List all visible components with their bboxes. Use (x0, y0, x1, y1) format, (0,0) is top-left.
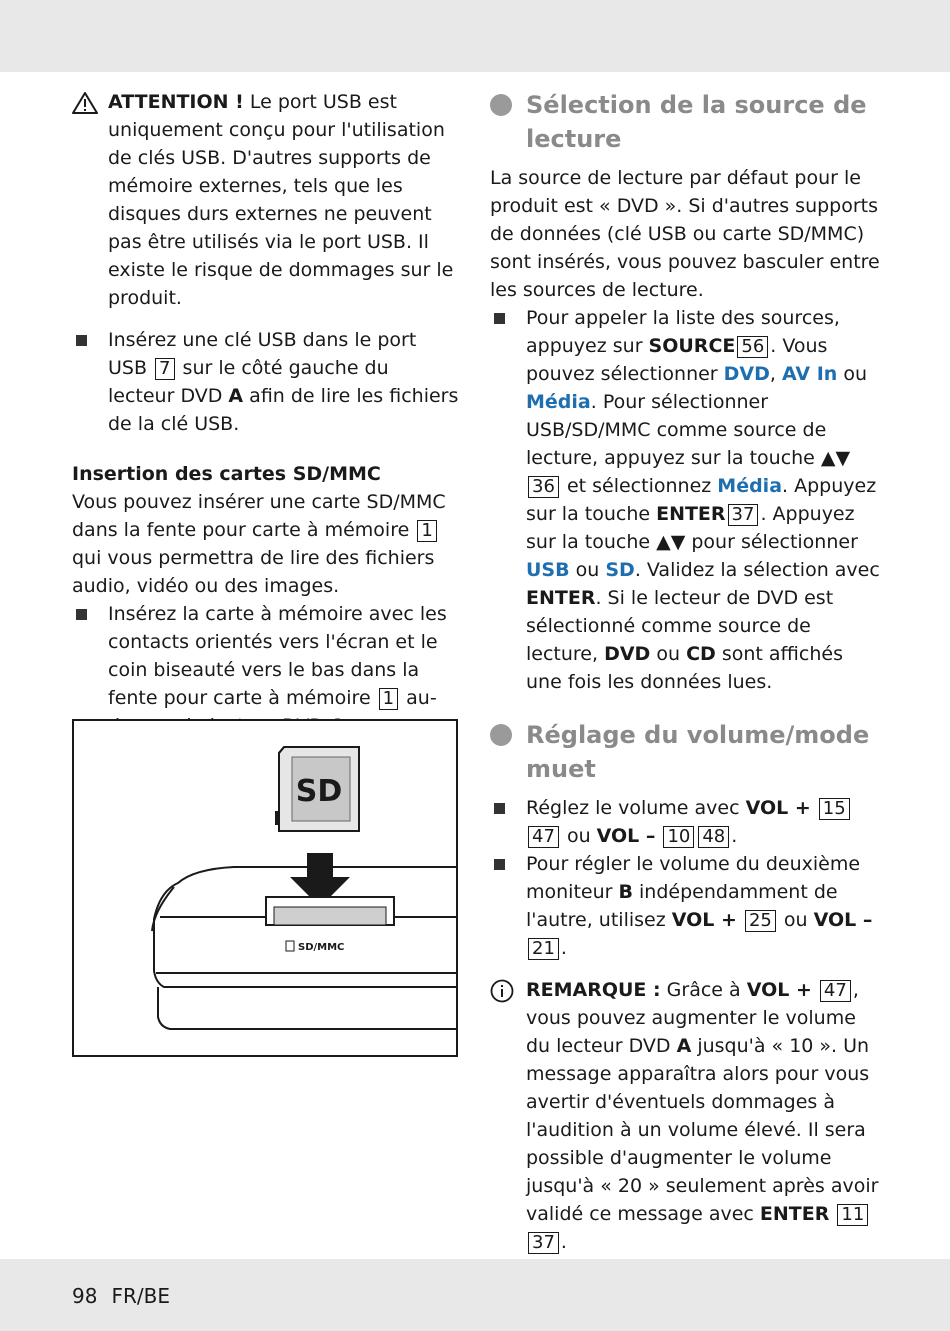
sd-heading: Insertion des cartes SD/MMC (72, 463, 381, 485)
section-bullet-icon (490, 94, 512, 116)
text: . (560, 1231, 567, 1253)
text: . Vous pouvez sélectionner (526, 335, 828, 385)
sd-paragraph (72, 488, 460, 600)
volume-title: Réglage du volume/mode muet (526, 721, 870, 783)
key-enter: ENTER (526, 587, 596, 609)
device-letter: B (618, 881, 633, 903)
left-column (72, 88, 460, 740)
bullet-square-icon (494, 313, 505, 324)
text: . Appuyez sur la touche (526, 503, 855, 553)
attention-label: ATTENTION ! (108, 91, 244, 113)
text: . (731, 825, 738, 847)
remarque-block (490, 976, 882, 1256)
text: ou (837, 363, 868, 385)
option-av-in: AV In (782, 363, 838, 385)
page-number: 98 (72, 1284, 98, 1308)
source-bullet (490, 304, 882, 696)
key-source: SOURCE (648, 335, 736, 357)
up-down-arrows-icon: ▲▼ (820, 447, 851, 469)
info-icon (490, 979, 514, 1003)
slot-label-text: SD/MMC (298, 942, 345, 953)
text: ou (569, 559, 606, 581)
key-vol-plus: VOL + (745, 797, 811, 819)
text: . Validez la sélection avec (634, 559, 880, 581)
ref-box: 37 (728, 504, 759, 526)
option-media: Média (526, 391, 591, 413)
key-vol-plus: VOL + (746, 979, 812, 1001)
text: . Appuyez sur la touche (526, 475, 877, 525)
ref-box: 36 (528, 476, 559, 498)
ref-box: 47 (820, 980, 851, 1002)
attention-block (72, 88, 460, 312)
label-cd: CD (686, 643, 716, 665)
text: sont affichés une fois les données lues. (526, 643, 843, 693)
ref-box: 1 (379, 688, 398, 710)
source-paragraph: La source de lecture par défaut pour le produit est « DVD ». Si d'autres supports de données (clé USB ou carte SD/MMC) sont insérés, vous pouvez basculer entre les sources de lecture. (490, 167, 880, 301)
option-sd: SD (605, 559, 635, 581)
text: Pour appeler la liste des sources, appuyez sur (526, 307, 840, 357)
ref-box: 15 (819, 798, 850, 820)
ref-box: 21 (528, 938, 559, 960)
source-section-heading (490, 88, 882, 156)
ref-box: 25 (745, 910, 776, 932)
source-title: Sélection de la source de lecture (526, 91, 867, 153)
option-usb: USB (526, 559, 570, 581)
bullet-square-icon (76, 609, 87, 620)
usb-bullet-text: afin de lire les fichiers de la clé USB. (108, 385, 459, 435)
bullet-square-icon (76, 335, 87, 346)
text: jusqu'à « 10 ». Un message apparaîtra alors pour vous avertir d'éventuels dommages à l'audition à un volume élevé. Il sera possible d'augmenter le volume jusqu'à « 20 » seulement après avoir validé ce message avec (526, 1035, 879, 1225)
ref-box: 47 (528, 826, 559, 848)
sd-card-label: SD (295, 774, 343, 809)
label-dvd: DVD (604, 643, 651, 665)
key-vol-plus: VOL + (671, 909, 737, 931)
section-bullet-icon (490, 724, 512, 746)
key-vol-minus: VOL – (813, 909, 873, 931)
device-letter: A (228, 385, 244, 407)
sd-para-text: Vous pouvez insérer une carte SD/MMC dans la fente pour carte à mémoire (72, 491, 446, 541)
ref-box: 56 (737, 336, 768, 358)
sd-card-icon (275, 747, 359, 831)
sd-insert-illustration (72, 719, 458, 1057)
usb-bullet-text: sur le côté gauche du lecteur DVD (108, 357, 389, 407)
volume-bullet-2 (490, 850, 882, 962)
remarque-label: REMARQUE : (526, 979, 661, 1001)
ref-box: 1 (417, 520, 436, 542)
text: ou (777, 909, 814, 931)
text: et sélectionnez (560, 475, 718, 497)
text: Grâce à (660, 979, 747, 1001)
key-vol-minus: VOL – (596, 825, 656, 847)
usb-bullet-text: Insérez une clé USB dans le port USB (108, 329, 417, 379)
text: ou (650, 643, 687, 665)
ref-box: 37 (528, 1232, 559, 1254)
bullet-square-icon (494, 859, 505, 870)
ref-box: 7 (155, 358, 174, 380)
language-code: FR/BE (111, 1284, 170, 1308)
ref-box: 48 (698, 826, 729, 848)
header-band (0, 0, 950, 72)
attention-text: Le port USB est uniquement conçu pour l'utilisation de clés USB. D'autres supports de mémoire externes, tels que les disques durs externes ne peuvent pas être utilisés via le port USB. Il existe le risque de dommages sur le produit. (108, 91, 454, 309)
sd-bullet-text: Insérez la carte à mémoire avec les contacts orientés vers l'écran et le coin biseauté vers le bas dans la fente pour carte à mémoire (108, 603, 447, 709)
key-enter: ENTER (759, 1203, 830, 1225)
page-footer (72, 1282, 170, 1310)
usb-bullet (72, 326, 460, 438)
volume-bullet-1 (490, 794, 882, 850)
slot-label (286, 941, 344, 953)
up-down-arrows-icon: ▲▼ (656, 531, 686, 553)
right-column (490, 88, 882, 1256)
text: ou (560, 825, 597, 847)
device-letter: A (676, 1035, 692, 1057)
warning-icon (72, 91, 98, 115)
key-enter: ENTER (656, 503, 726, 525)
dvd-player-illustration (74, 721, 456, 1055)
sd-para-text: qui vous permettra de lire des fichiers audio, vidéo ou des images. (72, 547, 435, 597)
option-media: Média (717, 475, 783, 497)
text: , vous pouvez augmenter le volume du lecteur DVD (526, 979, 859, 1057)
text: . Si le lecteur de DVD est sélectionné comme source de lecture, (526, 587, 834, 665)
option-dvd: DVD (723, 363, 770, 385)
bullet-square-icon (494, 803, 505, 814)
text: . (560, 937, 567, 959)
ref-box: 11 (837, 1204, 868, 1226)
text: indépendamment de l'autre, utilisez (526, 881, 838, 931)
text: Pour régler le volume du deuxième moniteur (526, 853, 861, 903)
volume-section-heading (490, 718, 882, 786)
text: pour sélectionner (685, 531, 858, 553)
text: . Pour sélectionner USB/SD/MMC comme source de lecture, appuyez sur la touche (526, 391, 827, 469)
ref-box: 10 (663, 826, 694, 848)
text: , (769, 363, 782, 385)
sd-bullet-text: au- (406, 687, 437, 709)
text: Réglez le volume avec (526, 797, 746, 819)
